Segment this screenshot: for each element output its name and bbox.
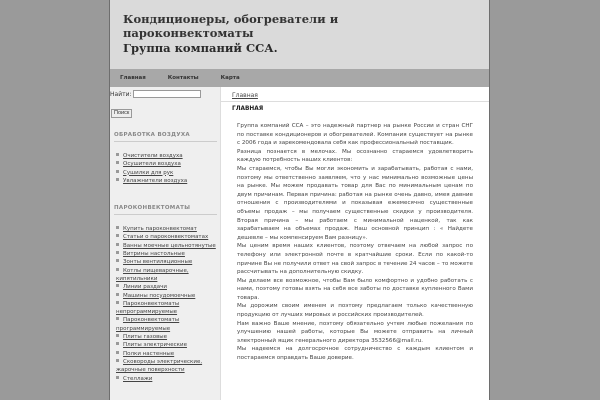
list-item <box>116 375 218 383</box>
divider <box>221 101 489 102</box>
sidebar-link[interactable]: Линии раздачи <box>123 284 167 291</box>
sidebar-link[interactable]: Купить пароконвектомат <box>123 226 197 233</box>
main-nav <box>110 69 489 87</box>
sidebar-link[interactable]: Сушилки для рук <box>123 169 174 176</box>
sidebar-list-combi-ovens <box>116 225 218 383</box>
sidebar-link[interactable]: Пароконвектоматы непрограммируемые <box>116 300 180 316</box>
article-body <box>237 122 473 363</box>
bullet-icon <box>116 342 119 345</box>
paragraph: Мы надеемся на долгосрочное сотрудничество с каждым клиентом и постараемся оправдать Ваше доверие. <box>237 346 473 362</box>
bullet-icon <box>116 351 119 354</box>
list-item <box>116 258 218 266</box>
site-title[interactable]: Кондиционеры, обогреватели и пароконвектоматы <box>123 12 339 40</box>
sidebar-heading-combi-ovens: ПАРОКОНВЕКТОМАТЫ <box>114 205 217 215</box>
list-item <box>116 267 218 284</box>
paragraph: Нам важно Ваше мнение, поэтому обязательно учтем любые пожелания по улучшению нашей работы, которые Вы можете отправить на личный электронный ящик генерального директора 3532566@mail.ru. <box>237 320 473 344</box>
bullet-icon <box>116 251 119 254</box>
list-item <box>116 300 218 317</box>
site-header <box>110 0 489 69</box>
bullet-icon <box>116 259 119 262</box>
site-subtitle: Группа компаний ССА. <box>123 41 278 55</box>
list-item <box>116 316 218 333</box>
sidebar-link[interactable]: Плиты электрические <box>123 342 187 349</box>
list-item <box>116 225 218 233</box>
bullet-icon <box>116 153 119 156</box>
sidebar-link[interactable]: Увлажнители воздуха <box>123 177 188 184</box>
bullet-icon <box>116 284 119 287</box>
sidebar-link[interactable]: Пароконвектоматы программируемые <box>116 317 180 332</box>
bullet-icon <box>116 268 119 271</box>
bullet-icon <box>116 170 119 173</box>
main-content <box>221 87 489 400</box>
sidebar-link[interactable]: Котлы пищеварочные, кипятильники <box>116 267 189 282</box>
bullet-icon <box>116 293 119 296</box>
search-form <box>110 89 220 99</box>
sidebar-link[interactable]: Машины посудомоечные <box>123 292 196 299</box>
paragraph: Мы стараемся, чтобы Вы могли экономить и зарабатывать, работая с нами, поэтому мы ответственно заявляем, что у нас минимально возможные цены на рынке. Мы можем продавать товар для Вас по минимальным ценам по двум причинам. Первая причина: работая на рынке очень давно, имея давние отношения с производителями и показывая ежемесячно существенные объемы продаж – мы получаем существенные скидки у производителя. Вторая причина – мы работаем с минимальной наценкой, так как зарабатываем на объемах продаж. Наш основной принцип : « Найдете дешевле – мы компенсируем Вам разницу». <box>237 165 473 241</box>
paragraph: Мы делаем все возможное, чтобы Вам было комфортно и удобно работать с нами, поэтому готовы взять на себя все заботы по доставке купленного Вами товара. <box>237 277 473 301</box>
list-item <box>116 283 218 291</box>
bullet-icon <box>116 234 119 237</box>
sidebar-link[interactable]: Очистители воздуха <box>123 153 183 159</box>
bullet-icon <box>116 359 119 362</box>
sidebar-link[interactable]: Ванны моечные цельнотянутые <box>123 242 216 249</box>
list-item <box>116 160 218 168</box>
list-item <box>116 177 218 185</box>
list-item <box>116 350 218 358</box>
nav-item-home[interactable]: Главная <box>120 75 146 81</box>
nav-item-map[interactable]: Карта <box>220 75 240 81</box>
sidebar-list-air <box>116 152 218 185</box>
bullet-icon <box>116 243 119 246</box>
title-stack <box>123 12 383 55</box>
page-container <box>109 0 490 400</box>
bullet-icon <box>116 334 119 337</box>
bullet-icon <box>116 301 119 304</box>
sidebar-link[interactable]: Зонты вентиляционные <box>123 259 193 266</box>
list-item <box>116 152 218 160</box>
breadcrumb-home[interactable]: Главная <box>232 92 258 99</box>
bullet-icon <box>116 161 119 164</box>
page-title: ГЛАВНАЯ <box>232 106 264 112</box>
sidebar-heading-air: ОБРАБОТКА ВОЗДУХА <box>114 132 217 142</box>
sidebar-link[interactable]: Витрины настольные <box>123 251 185 258</box>
search-button[interactable]: Поиск <box>111 109 132 118</box>
bullet-icon <box>116 376 119 379</box>
bullet-icon <box>116 317 119 320</box>
list-item <box>116 169 218 177</box>
sidebar-link[interactable]: Стеллажи <box>123 375 153 382</box>
list-item <box>116 333 218 341</box>
sidebar-link[interactable]: Сковороды электрические, жарочные поверхности <box>116 358 203 374</box>
search-input[interactable] <box>133 90 201 98</box>
paragraph: Мы дорожим своим именем и поэтому предлагаем только качественную продукцию от лучших мировых и российских производителей. <box>237 303 473 319</box>
sidebar-link[interactable]: Осушители воздуха <box>123 161 181 168</box>
list-item <box>116 250 218 258</box>
paragraph: Группа компаний ССА – это надежный партнер на рынке России и стран СНГ по поставке кондиционеров и обогревателей. Компания существует на рынке с 2006 года и зарекомендовала себя как профессиональный поставщик. <box>237 123 473 147</box>
sidebar-link[interactable]: Плиты газовые <box>123 334 168 341</box>
list-item <box>116 341 218 349</box>
nav-item-contacts[interactable]: Контакты <box>167 75 199 81</box>
paragraph: Разница познается в мелочах. Мы осознанно стараемся удовлетворить каждую потребность наших клиентов: <box>237 148 473 164</box>
sidebar-link[interactable]: Статьи о пароконвектоматах <box>123 234 209 241</box>
sidebar <box>110 87 221 400</box>
list-item <box>116 292 218 300</box>
paragraph: Мы ценим время наших клиентов, поэтому отвечаем на любой запрос по телефону или электронной почте в кратчайшие сроки. Если по какой-то причине Вы не получили ответ на свой запрос в течение 24 часов – то можете рассчитывать на дополнительную скидку. <box>237 243 473 276</box>
content-columns <box>110 87 489 400</box>
search-label: Найти: <box>110 90 132 98</box>
list-item <box>116 233 218 241</box>
list-item <box>116 242 218 250</box>
sidebar-link[interactable]: Полки настенные <box>123 350 175 357</box>
list-item <box>116 358 218 375</box>
bullet-icon <box>116 178 119 181</box>
bullet-icon <box>116 226 119 229</box>
